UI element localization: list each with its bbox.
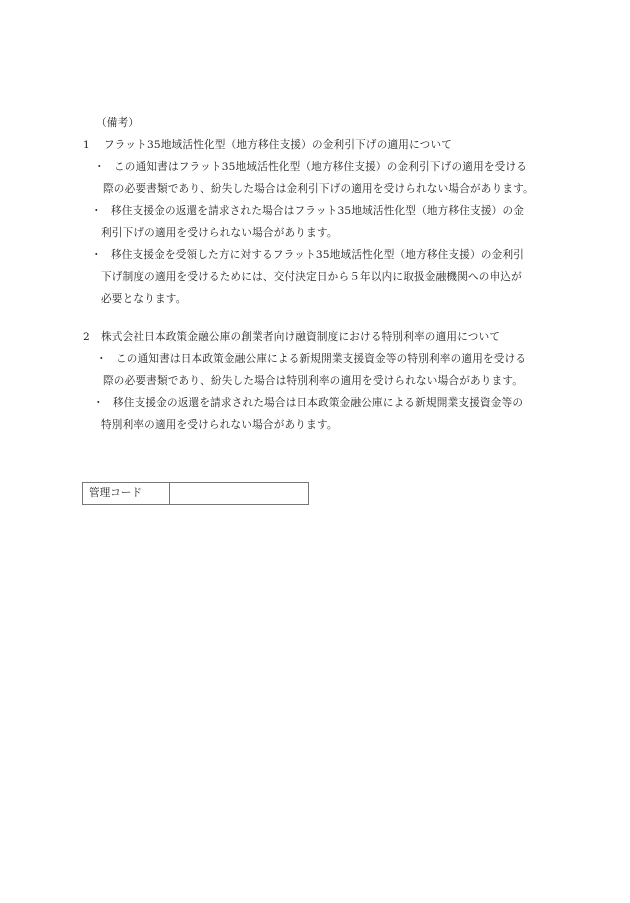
- section-1-bullet-3-line-2: 下げ制度の適用を受けるためには、交付決定日から５年以内に取扱金融機関への申込が: [101, 271, 522, 283]
- section-2-bullet-2-line-2: 特別利率の適用を受けられない場合があります。: [101, 419, 338, 431]
- section-1-bullet-2-line-2: 利引下げの適用を受けられない場合があります。: [101, 227, 338, 239]
- bullet-mark: ・: [94, 161, 105, 173]
- bullet-mark: ・: [96, 353, 107, 365]
- section-1-bullet-3-line-3: 必要となります。: [101, 293, 187, 305]
- management-code-value: [170, 483, 308, 504]
- management-code-label: 管理コード: [83, 483, 170, 504]
- bullet-mark: ・: [93, 397, 104, 409]
- section-1-bullet-1-line-2: 際の必要書類であり、紛失した場合は金利引下げの適用を受けられない場合があります。: [103, 183, 534, 195]
- remarks-heading: （備考）: [96, 117, 140, 129]
- management-code-table: [82, 482, 309, 505]
- section-1-bullet-3-line-1: 移住支援金を受領した方に対するフラット35地域活性化型（地方移住支援）の金利引: [111, 249, 525, 261]
- section-2-number: 2: [83, 331, 90, 343]
- section-1-number: 1: [83, 139, 90, 151]
- bullet-mark: ・: [91, 249, 102, 261]
- section-1-bullet-1-line-1: この通知書はフラット35地域活性化型（地方移住支援）の金利引下げの適用を受ける: [114, 161, 528, 173]
- bullet-mark: ・: [91, 205, 102, 217]
- section-2-bullet-2-line-1: 移住支援金の返還を請求された場合は日本政策金融公庫による新規開業支援資金等の: [113, 397, 524, 409]
- section-2-title: 株式会社日本政策金融公庫の創業者向け融資制度における特別利率の適用について: [101, 331, 501, 343]
- section-2-bullet-1-line-2: 際の必要書類であり、紛失した場合は特別利率の適用を受けられない場合があります。: [103, 375, 524, 387]
- section-1-title: フラット35地域活性化型（地方移住支援）の金利引下げの適用について: [104, 139, 453, 151]
- section-2-bullet-1-line-1: この通知書は日本政策金融公庫による新規開業支援資金等の特別利率の適用を受ける: [116, 353, 527, 365]
- section-1-bullet-2-line-1: 移住支援金の返還を請求された場合はフラット35地域活性化型（地方移住支援）の金: [111, 205, 525, 217]
